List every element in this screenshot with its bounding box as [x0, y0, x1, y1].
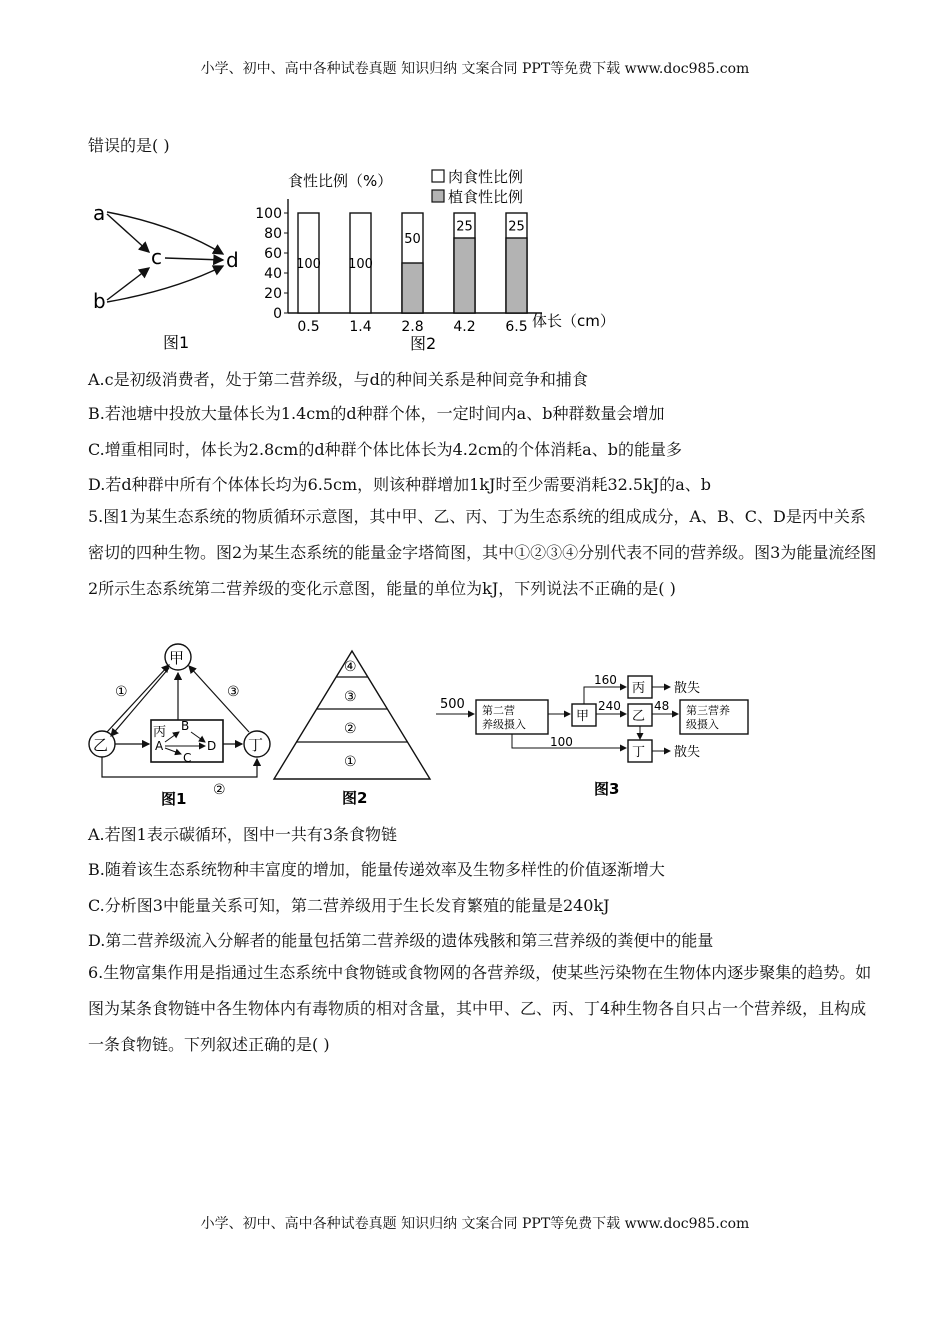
level-2: ② — [344, 721, 357, 737]
level-4: ④ — [344, 659, 357, 675]
node-b: b — [93, 289, 106, 313]
q5-fig1-caption: 图1 — [161, 790, 187, 808]
label-bing: 丙 — [153, 725, 167, 740]
x-axis-label: 体长（cm） — [532, 312, 615, 330]
node-d: d — [226, 248, 239, 272]
value-100: 100 — [550, 735, 573, 749]
page-header: 小学、初中、高中各种试卷真题 知识归纳 文案合同 PPT等免费下载 www.doc985.com — [200, 61, 750, 77]
level-1: ① — [344, 754, 357, 770]
node-a: a — [93, 201, 106, 225]
marker-3: ③ — [227, 684, 240, 700]
y-tick-label: 100 — [255, 206, 282, 222]
chart-title: 食性比例（%） — [288, 172, 393, 190]
bar-value-label: 100 — [296, 257, 321, 272]
node-C: C — [183, 751, 192, 765]
q5-figure-1 — [85, 640, 285, 810]
arrow-b-d — [107, 266, 223, 302]
intake2-line2: 养级摄入 — [482, 718, 526, 731]
bar-value-label: 25 — [456, 219, 473, 235]
bar-herbivory — [402, 263, 423, 313]
q5-stem: 5.图1为某生态系统的物质循环示意图，其中甲、乙、丙、丁为生态系统的组成成分，A、B、C、D是丙中关系密切的四种生物。图2为某生态系统的能量金字塔简图，其中①②③④分别代表不同的营养级。图3为能量流经图2所示生态系统第二营养级的变化示意图，能量的单位为kJ，下列说法不正确的是( ) — [88, 507, 877, 598]
y-tick-label: 40 — [264, 266, 282, 282]
bar-value-label: 100 — [348, 257, 373, 272]
value-48: 48 — [654, 699, 670, 713]
input-500: 500 — [440, 697, 465, 712]
q4-option-b: B.若池塘中投放大量体长为1.4cm的d种群个体，一定时间内a、b种群数量会增加 — [88, 404, 665, 423]
arrow-c-d — [165, 258, 223, 260]
value-240: 240 — [598, 699, 621, 713]
box-jia: 甲 — [576, 709, 590, 724]
y-tick-label: 20 — [264, 286, 282, 302]
page-footer: 小学、初中、高中各种试卷真题 知识归纳 文案合同 PPT等免费下载 www.doc985.com — [200, 1216, 750, 1232]
node-ding: 丁 — [248, 736, 264, 754]
y-tick-label: 80 — [264, 226, 282, 242]
lost-1: 散失 — [674, 681, 701, 696]
node-c: c — [151, 245, 162, 269]
bar-value-label: 25 — [508, 219, 525, 235]
x-tick-label: 6.5 — [505, 319, 528, 335]
q5-option-b: B.随着该生态系统物种丰富度的增加，能量传递效率及生物多样性的价值逐渐增大 — [88, 860, 665, 879]
q4-figure-2-chart — [250, 160, 620, 360]
node-yi: 乙 — [93, 736, 109, 754]
q4-stem-tail: 错误的是( ) — [88, 136, 170, 155]
box-bing: 丙 — [632, 681, 646, 696]
q4-option-a: A.c是初级消费者，处于第二营养级，与d的种间关系是种间竞争和捕食 — [88, 370, 588, 389]
node-jia: 甲 — [169, 649, 185, 667]
q6-stem: 6.生物富集作用是指通过生态系统中食物链或食物网的各营养级，使某些污染物在生物体内逐步聚集的趋势。如图为某条食物链中各生物体内有毒物质的相对含量，其中甲、乙、丙、丁4种生物各自只占一个营养级，且构成一条食物链。下列叙述正确的是( ) — [88, 963, 872, 1054]
q4-option-d: D.若d种群中所有个体体长均为6.5cm，则该种群增加1kJ时至少需要消耗32.5kJ的a、b — [88, 475, 711, 494]
y-tick-label: 0 — [273, 306, 282, 322]
marker-1: ① — [115, 684, 128, 700]
fig1-caption: 图1 — [163, 333, 190, 352]
bar-value-label: 50 — [404, 232, 421, 247]
node-A: A — [155, 739, 164, 753]
bar-herbivory — [506, 238, 527, 313]
box-yi: 乙 — [632, 709, 646, 724]
x-tick-label: 0.5 — [297, 319, 320, 335]
x-tick-label: 1.4 — [349, 319, 372, 335]
bar-herbivory — [454, 238, 475, 313]
node-D: D — [207, 739, 217, 753]
level-3: ③ — [344, 689, 357, 705]
intake3-line2: 级摄入 — [686, 718, 719, 731]
intake3-line1: 第三营养 — [686, 704, 730, 717]
q5-option-a: A.若图1表示碳循环，图中一共有3条食物链 — [88, 825, 398, 844]
y-tick-label: 60 — [264, 246, 282, 262]
q4-figure-1 — [85, 190, 255, 360]
box-ding: 丁 — [632, 745, 646, 760]
value-160: 160 — [594, 673, 617, 687]
q5-fig3-caption: 图3 — [594, 780, 620, 798]
q4-option-c: C.增重相同时，体长为2.8cm的d种群个体比体长为4.2cm的个体消耗a、b的能量多 — [88, 440, 682, 459]
q5-figure-3 — [430, 660, 775, 805]
legend-swatch — [432, 190, 444, 202]
x-tick-label: 2.8 — [401, 319, 424, 335]
q5-fig2-caption: 图2 — [342, 789, 368, 807]
legend-label: 肉食性比例 — [448, 168, 524, 186]
arrow-a-d — [107, 212, 223, 254]
q5-option-d: D.第二营养级流入分解者的能量包括第二营养级的遗体残骸和第三营养级的粪便中的能量 — [88, 931, 714, 950]
marker-2: ② — [213, 782, 226, 798]
lost-2: 散失 — [674, 745, 701, 760]
q5-option-c: C.分析图3中能量关系可知，第二营养级用于生长发育繁殖的能量是240kJ — [88, 896, 610, 915]
legend-label: 植食性比例 — [448, 188, 524, 206]
x-tick-label: 4.2 — [453, 319, 476, 335]
fig2-caption: 图2 — [410, 334, 437, 353]
q5-figure-2 — [270, 645, 435, 810]
legend-swatch — [432, 170, 444, 182]
node-B: B — [181, 719, 190, 733]
intake2-line1: 第二营 — [482, 704, 515, 717]
